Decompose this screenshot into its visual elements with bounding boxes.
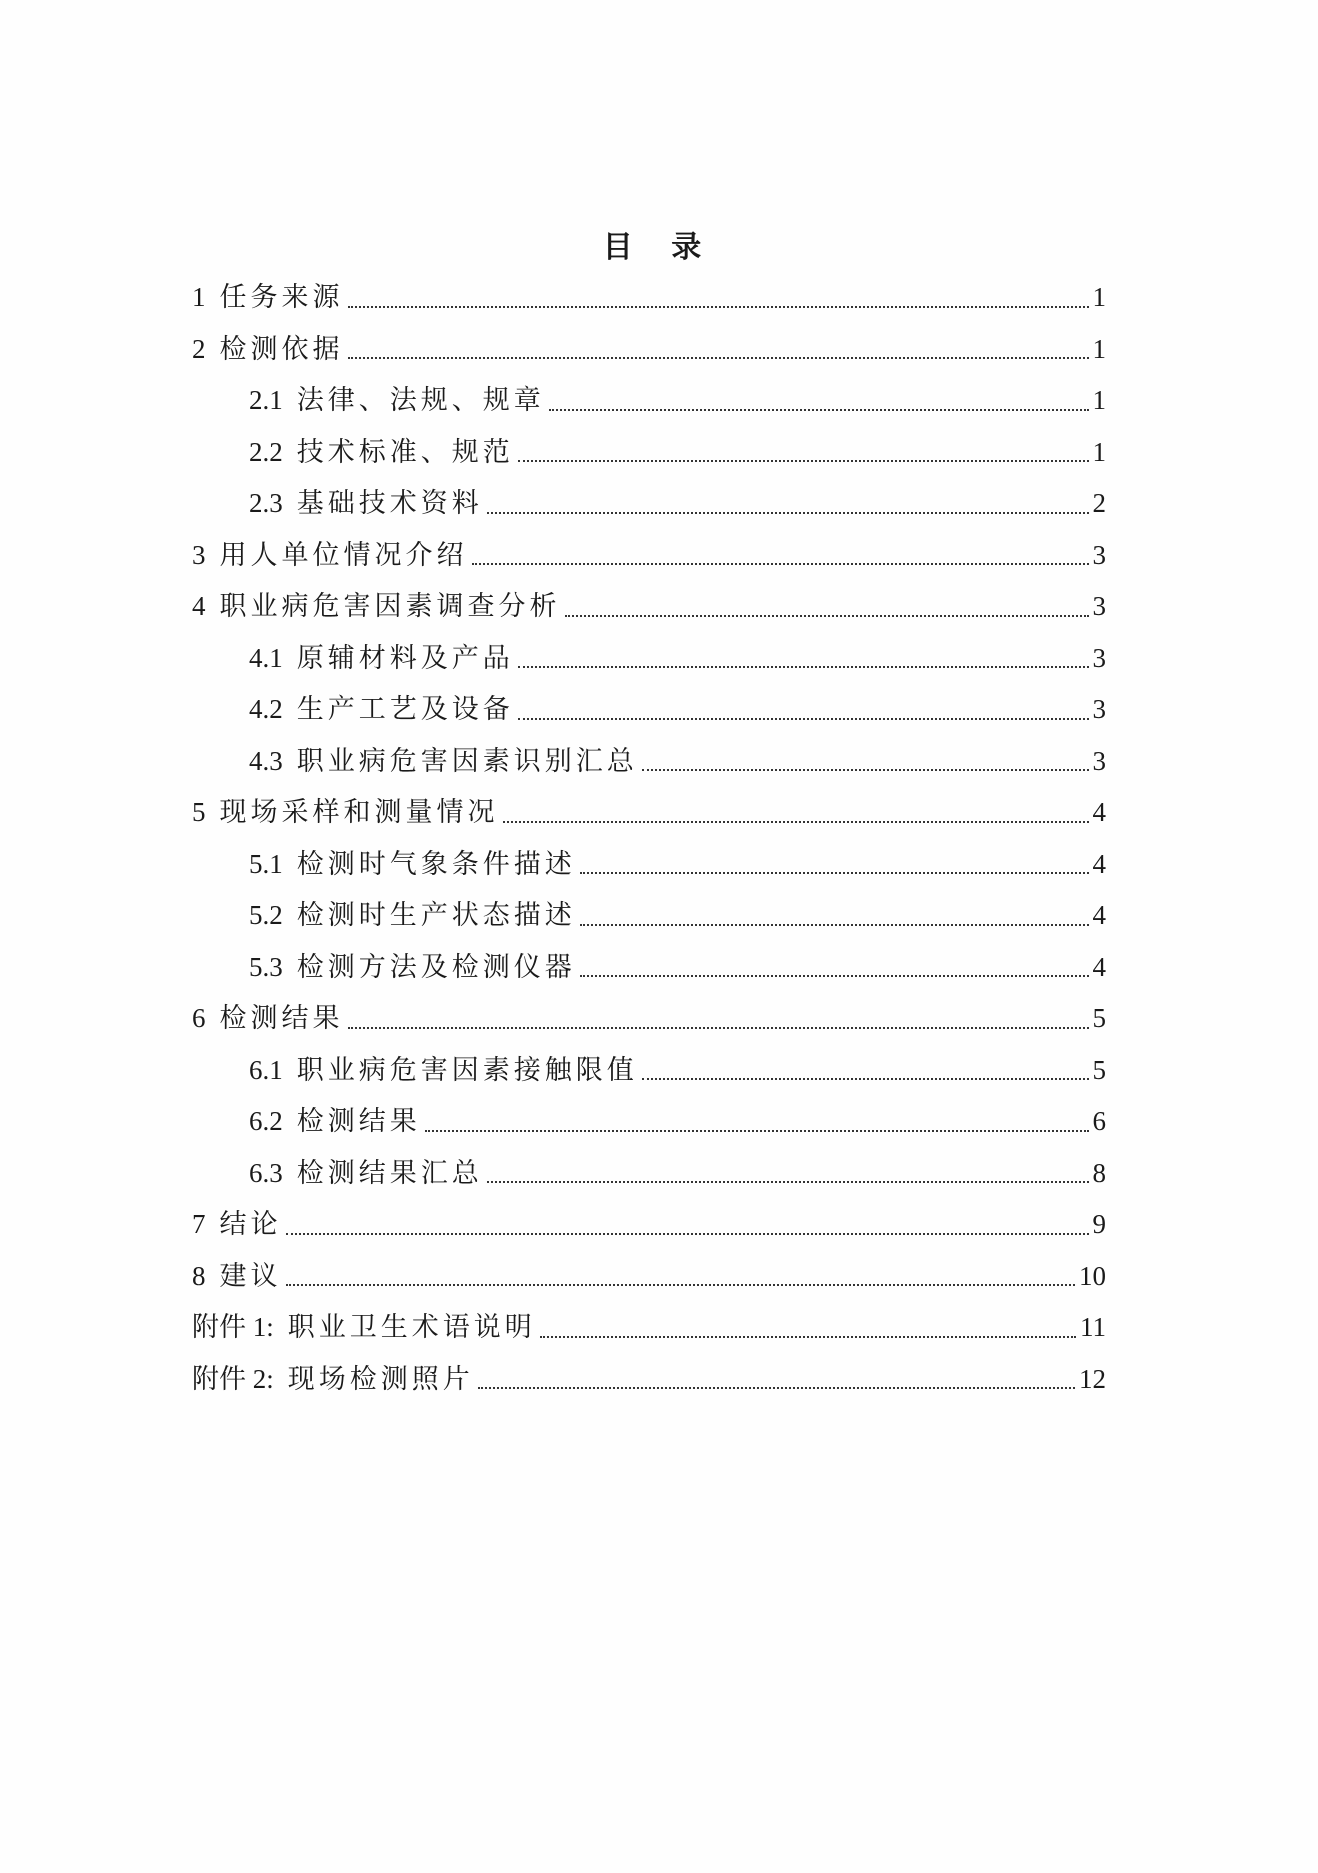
toc-entry-title: 基础技术资料 [296, 488, 483, 519]
toc-entry-page-number: 10 [1079, 1260, 1106, 1291]
toc-entry-number: 5 [192, 797, 206, 827]
toc-dot-leader [642, 769, 1089, 771]
toc-entry-title: 结论 [219, 1209, 282, 1240]
toc-entry-title: 原辅材料及产品 [296, 642, 514, 674]
toc-entry-title: 职业卫生术语说明 [287, 1312, 536, 1343]
toc-entry[interactable] [192, 993, 1106, 1045]
toc-entry[interactable] [192, 375, 1106, 427]
toc-entry-number: 4.3 [249, 745, 283, 776]
table-of-contents [192, 272, 1106, 1405]
toc-entry-page-number: 5 [1092, 1054, 1106, 1085]
toc-entry[interactable] [192, 1354, 1106, 1406]
toc-entry-page-number: 11 [1080, 1312, 1106, 1342]
toc-entry-page-number: 4 [1092, 951, 1106, 982]
toc-entry[interactable] [192, 272, 1106, 324]
toc-entry-number: 3 [192, 539, 206, 570]
toc-dot-leader [503, 821, 1089, 823]
toc-entry-number: 8 [192, 1260, 206, 1291]
toc-entry-number: 2 [192, 333, 206, 364]
toc-dot-leader [540, 1336, 1076, 1338]
toc-entry-title: 职业病危害因素识别汇总 [296, 745, 638, 777]
toc-entry-page-number: 1 [1092, 436, 1106, 467]
toc-entry-page-number: 3 [1092, 745, 1106, 776]
toc-entry[interactable] [192, 478, 1106, 530]
toc-entry-number: 6.3 [249, 1157, 283, 1188]
toc-entry-page-number: 12 [1079, 1363, 1106, 1394]
toc-entry-number: 2.1 [249, 385, 283, 415]
toc-entry-title: 检测结果 [296, 1106, 421, 1137]
toc-entry-number: 6 [192, 1003, 206, 1033]
toc-entry-title: 职业病危害因素接触限值 [296, 1054, 638, 1086]
toc-dot-leader [580, 975, 1089, 977]
toc-entry[interactable] [192, 530, 1106, 582]
toc-entry-number: 2.2 [249, 436, 283, 467]
toc-dot-leader [286, 1284, 1076, 1286]
toc-entry-title: 法律、法规、规章 [296, 385, 545, 416]
toc-entry-number: 2.3 [249, 488, 283, 518]
toc-entry-number: 1 [192, 282, 206, 312]
toc-entry-title: 现场检测照片 [287, 1363, 474, 1395]
toc-entry-page-number: 4 [1092, 900, 1106, 930]
toc-entry[interactable] [192, 1302, 1106, 1354]
toc-entry[interactable] [192, 684, 1106, 736]
toc-entry-number: 附件 2: [192, 1363, 274, 1394]
toc-entry-title: 检测时生产状态描述 [296, 900, 576, 931]
toc-dot-leader [642, 1078, 1089, 1080]
toc-entry[interactable] [192, 839, 1106, 891]
toc-entry-title: 检测时气象条件描述 [296, 848, 576, 880]
toc-entry[interactable] [192, 324, 1106, 376]
toc-entry[interactable] [192, 736, 1106, 788]
toc-entry-page-number: 3 [1092, 642, 1106, 673]
toc-entry[interactable] [192, 581, 1106, 633]
toc-dot-leader [518, 666, 1089, 668]
toc-entry[interactable] [192, 1045, 1106, 1097]
toc-entry-number: 5.1 [249, 848, 283, 879]
toc-dot-leader [348, 1027, 1089, 1029]
toc-entry-page-number: 1 [1092, 333, 1106, 364]
toc-entry-title: 检测结果 [219, 1003, 344, 1034]
toc-entry[interactable] [192, 1199, 1106, 1251]
toc-entry-number: 4 [192, 591, 206, 621]
toc-dot-leader [348, 357, 1089, 359]
toc-entry[interactable] [192, 1096, 1106, 1148]
toc-entry-number: 7 [192, 1209, 206, 1239]
toc-entry-title: 技术标准、规范 [296, 436, 514, 468]
toc-dot-leader [487, 1181, 1089, 1183]
toc-entry-number: 5.2 [249, 900, 283, 930]
toc-entry-number: 6.1 [249, 1054, 283, 1085]
toc-entry[interactable] [192, 787, 1106, 839]
toc-entry[interactable] [192, 427, 1106, 479]
toc-dot-leader [425, 1130, 1089, 1132]
toc-entry-page-number: 4 [1092, 797, 1106, 827]
toc-entry[interactable] [192, 942, 1106, 994]
toc-entry[interactable] [192, 633, 1106, 685]
toc-title: 目 录 [602, 230, 716, 265]
toc-dot-leader [518, 718, 1089, 720]
toc-entry[interactable] [192, 1148, 1106, 1200]
toc-entry-page-number: 1 [1092, 385, 1106, 415]
toc-dot-leader [580, 872, 1089, 874]
toc-entry-page-number: 3 [1092, 539, 1106, 570]
toc-entry-title: 现场采样和测量情况 [219, 797, 499, 828]
toc-entry-page-number: 5 [1092, 1003, 1106, 1033]
toc-entry-title: 建议 [219, 1260, 282, 1292]
toc-dot-leader [487, 512, 1089, 514]
toc-entry-page-number: 1 [1092, 282, 1106, 312]
toc-dot-leader [518, 460, 1089, 462]
toc-entry-page-number: 6 [1092, 1106, 1106, 1136]
toc-entry-title: 检测依据 [219, 333, 344, 365]
toc-entry-page-number: 3 [1092, 694, 1106, 724]
toc-entry-number: 6.2 [249, 1106, 283, 1136]
toc-entry[interactable] [192, 1251, 1106, 1303]
toc-entry-page-number: 8 [1092, 1157, 1106, 1188]
toc-entry-number: 4.1 [249, 642, 283, 673]
toc-dot-leader [580, 924, 1089, 926]
toc-entry-number: 5.3 [249, 951, 283, 982]
toc-entry-title: 检测方法及检测仪器 [296, 951, 576, 983]
toc-entry-page-number: 9 [1092, 1209, 1106, 1239]
toc-entry-page-number: 2 [1092, 488, 1106, 518]
toc-entry-number: 4.2 [249, 694, 283, 724]
toc-dot-leader [478, 1387, 1075, 1389]
toc-dot-leader [286, 1233, 1089, 1235]
toc-dot-leader [565, 615, 1089, 617]
toc-entry-page-number: 4 [1092, 848, 1106, 879]
toc-entry-page-number: 3 [1092, 591, 1106, 621]
toc-entry-title: 职业病危害因素调查分析 [219, 591, 561, 622]
toc-dot-leader [472, 563, 1089, 565]
toc-entry-title: 生产工艺及设备 [296, 694, 514, 725]
toc-entry[interactable] [192, 890, 1106, 942]
toc-entry-number: 附件 1: [192, 1312, 274, 1342]
toc-entry-title: 任务来源 [219, 282, 344, 313]
toc-dot-leader [348, 306, 1089, 308]
toc-entry-title: 检测结果汇总 [296, 1157, 483, 1189]
toc-entry-title: 用人单位情况介绍 [219, 539, 468, 571]
toc-dot-leader [549, 409, 1089, 411]
